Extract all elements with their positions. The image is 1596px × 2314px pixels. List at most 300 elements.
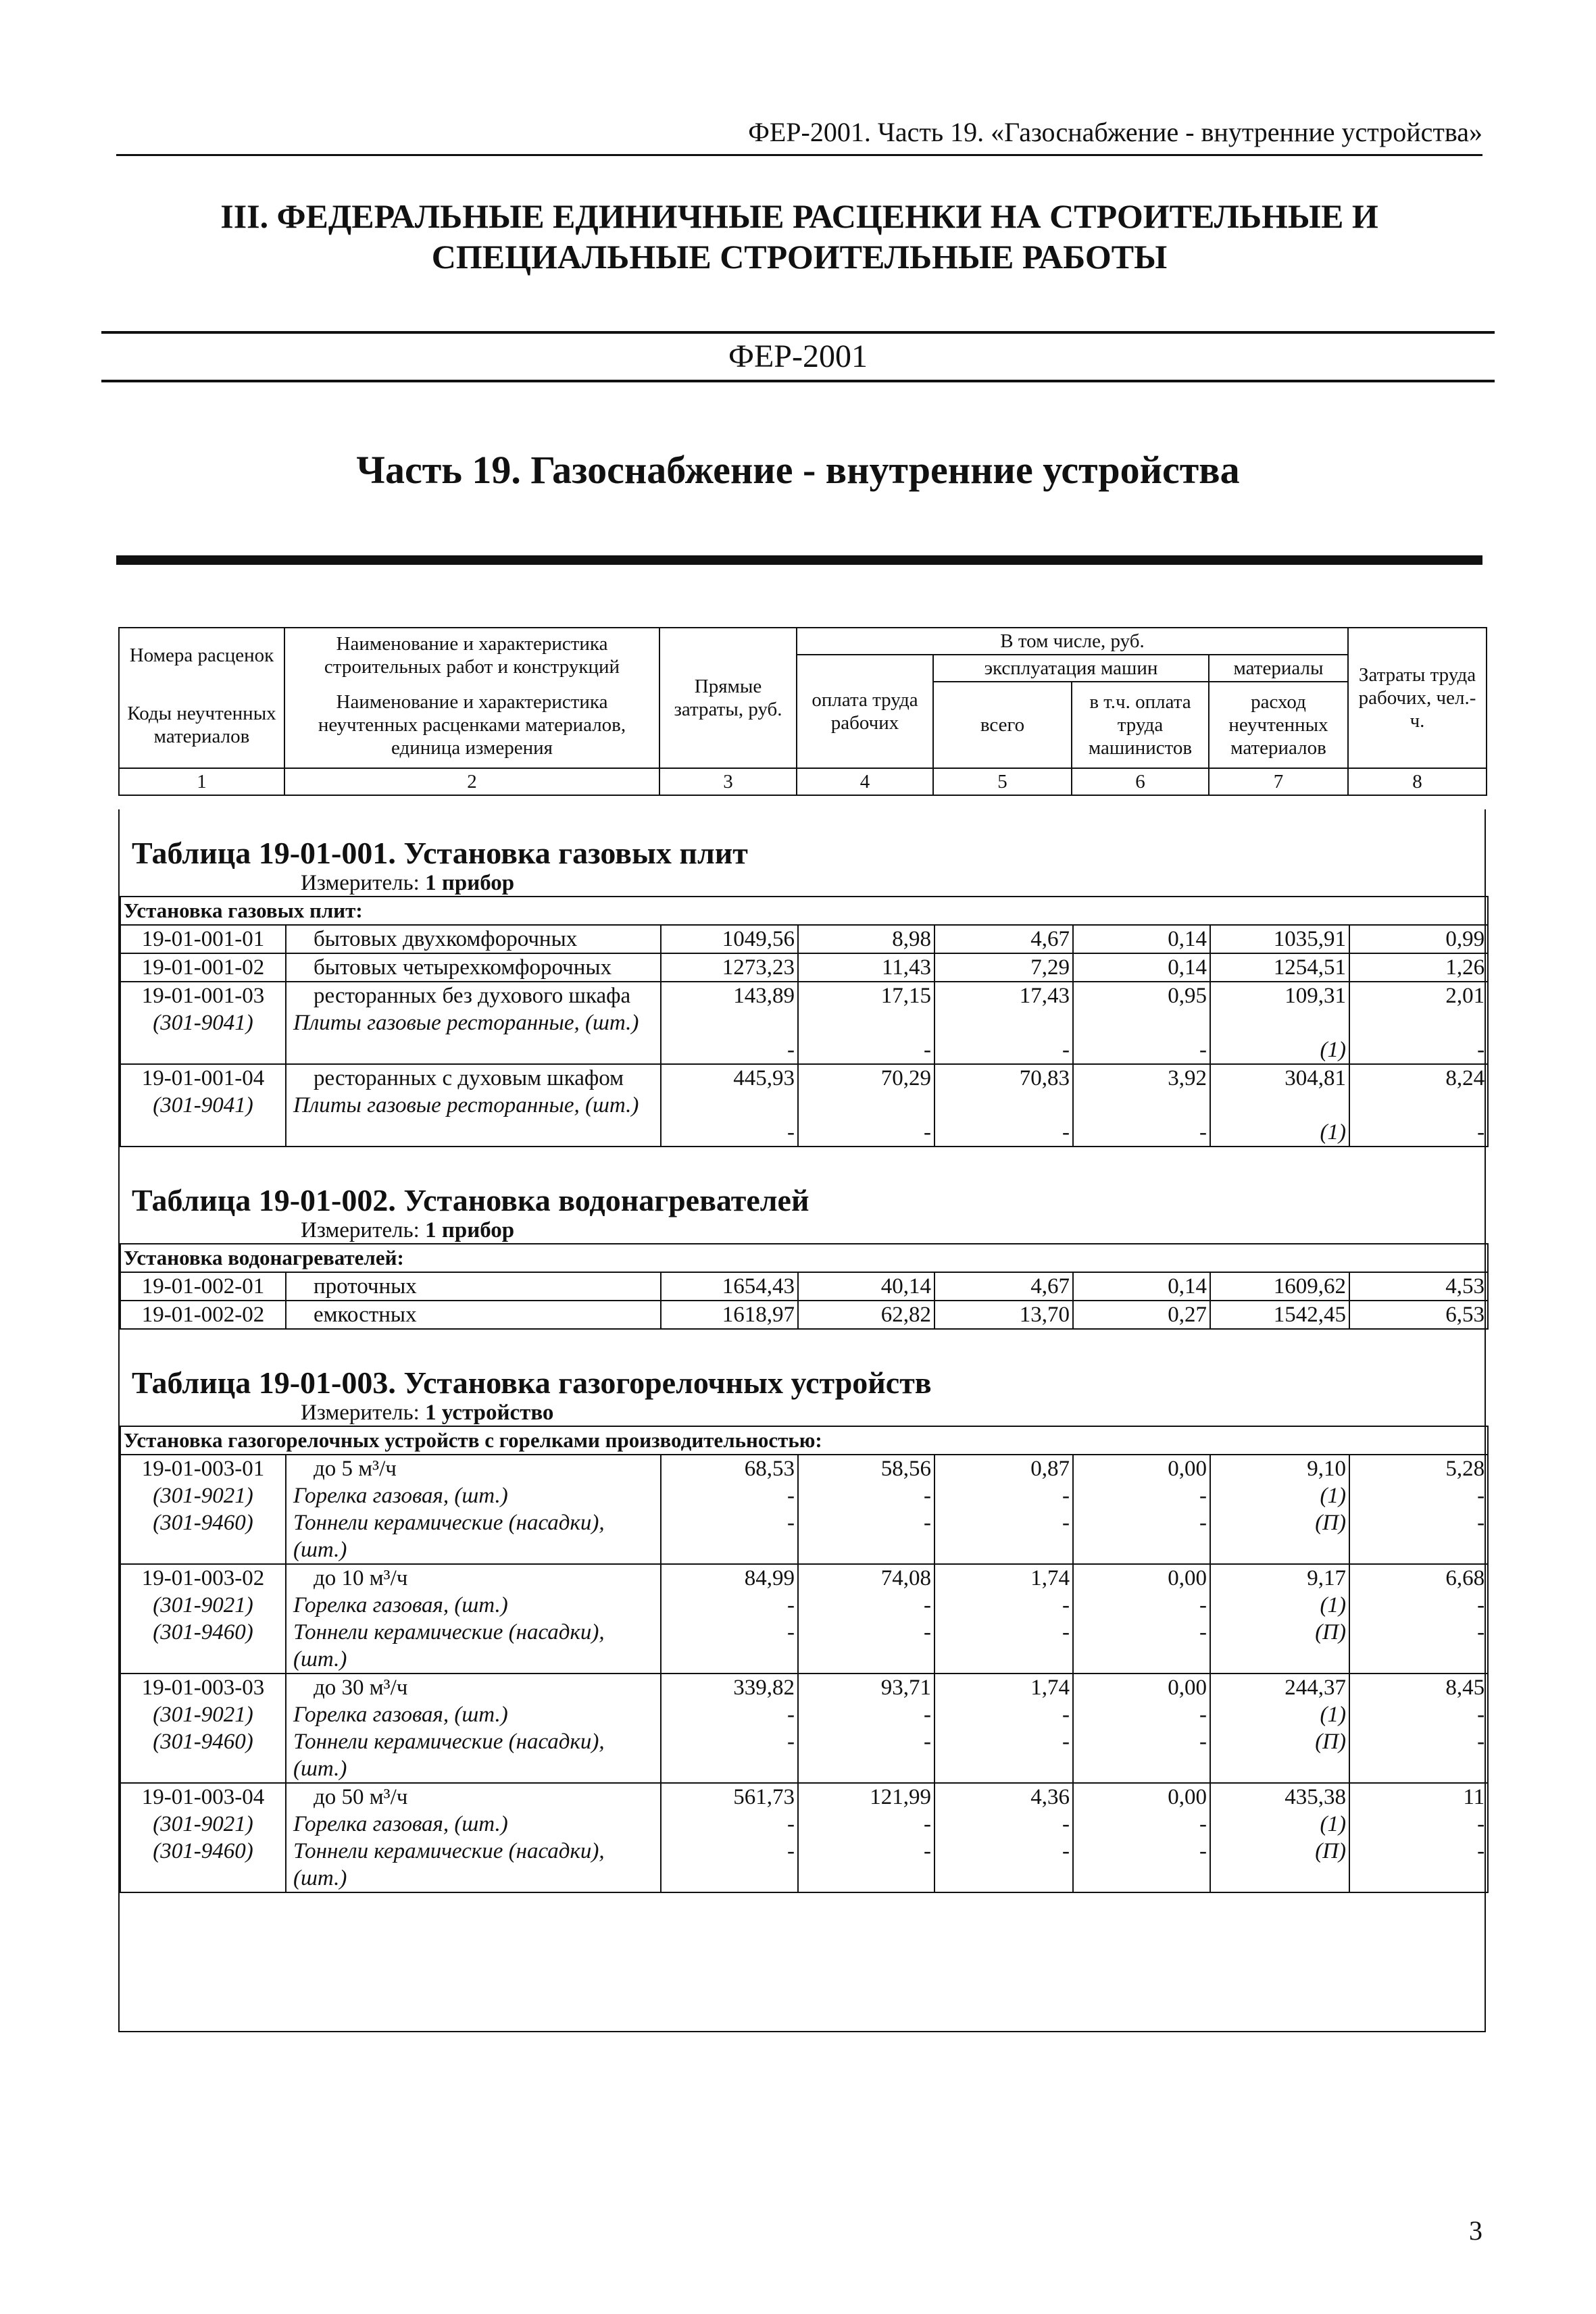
name-cell [286, 1064, 661, 1147]
row-value: - [1062, 1620, 1070, 1644]
value-cell-7 [1210, 1783, 1349, 1892]
header-num-4: 4 [797, 768, 933, 795]
row-value: 93,71 [880, 1676, 931, 1700]
row-name: Горелка газовая, (шт.) [293, 1484, 508, 1508]
row-code: (301-9460) [153, 1730, 253, 1754]
rate-group-row [120, 925, 1488, 953]
column-header-table [118, 627, 1487, 796]
value-cell-6 [1073, 953, 1210, 982]
row-value: - [924, 1120, 931, 1145]
header-col3: Прямые затраты, руб. [659, 628, 797, 768]
row-value: 5,28 [1445, 1457, 1485, 1481]
meter-label: Измеритель: [301, 1218, 420, 1242]
row-value: 0,14 [1168, 1274, 1207, 1299]
name-cell [286, 1301, 661, 1329]
row-value: 1254,51 [1273, 955, 1346, 980]
rate-tables [120, 809, 1487, 1893]
row-name: до 30 м³/ч [314, 1676, 408, 1700]
row-value: - [924, 1703, 931, 1727]
row-value: - [924, 1484, 931, 1508]
row-name: Тоннели керамические (насадки), (шт.) [293, 1730, 605, 1781]
row-value: 0,00 [1168, 1676, 1207, 1700]
row-value: - [1199, 1593, 1207, 1617]
row-value: 6,68 [1445, 1566, 1485, 1590]
row-value: (П) [1315, 1620, 1346, 1644]
rate-group-row [120, 1783, 1488, 1892]
value-cell-8 [1349, 1674, 1488, 1783]
row-value: 11,43 [881, 955, 931, 980]
row-name: до 5 м³/ч [314, 1457, 397, 1481]
row-value: 70,83 [1019, 1066, 1070, 1090]
row-value: (1) [1320, 1120, 1346, 1145]
header-col7: расход неучтенных материалов [1209, 682, 1348, 768]
row-value: 143,89 [733, 984, 795, 1008]
row-value: (1) [1320, 1593, 1346, 1617]
value-cell-3 [661, 1674, 798, 1783]
header-num-2: 2 [284, 768, 659, 795]
header-machines: эксплуатация машин [933, 655, 1209, 682]
running-head: ФЕР-2001. Часть 19. «Газоснабжение - внутренние устройства» [748, 117, 1482, 147]
row-code: 19-01-001-03 [141, 984, 265, 1008]
fer-label: ФЕР-2001 [728, 338, 868, 374]
row-value: (П) [1315, 1839, 1346, 1863]
value-cell-5 [934, 1301, 1073, 1329]
row-value: - [1199, 1511, 1207, 1535]
row-value: (1) [1320, 1484, 1346, 1508]
row-value: 3,92 [1168, 1066, 1207, 1090]
row-value: - [787, 1120, 795, 1145]
value-cell-3 [661, 1564, 798, 1674]
value-cell-4 [798, 982, 934, 1064]
row-value: - [924, 1511, 931, 1535]
row-value: 121,99 [870, 1785, 931, 1809]
row-code: 19-01-002-01 [141, 1274, 265, 1299]
row-value: 339,82 [733, 1676, 795, 1700]
value-cell-4 [798, 1783, 934, 1892]
row-name: бытовых четырехкомфорочных [314, 955, 612, 980]
row-code: 19-01-003-04 [141, 1785, 265, 1809]
name-cell [286, 1455, 661, 1564]
value-cell-7 [1210, 982, 1349, 1064]
value-cell-4 [798, 925, 934, 953]
header-col5: всего [933, 682, 1072, 768]
value-cell-8 [1349, 1272, 1488, 1301]
value-cell-7 [1210, 953, 1349, 982]
row-value: 4,67 [1030, 1274, 1070, 1299]
row-value: - [1199, 1620, 1207, 1644]
row-name: до 10 м³/ч [314, 1566, 408, 1590]
header-num-3: 3 [659, 768, 797, 795]
row-value: 1,74 [1030, 1676, 1070, 1700]
header-rule [116, 154, 1482, 156]
header-materials: материалы [1209, 655, 1348, 682]
value-cell-6 [1073, 1064, 1210, 1147]
value-cell-7 [1210, 1064, 1349, 1147]
row-value: 0,14 [1168, 955, 1207, 980]
table-title: Таблица 19-01-003. Установка газогорелочных устройств [132, 1365, 932, 1400]
row-value: (1) [1320, 1812, 1346, 1836]
row-value: 84,99 [744, 1566, 795, 1590]
value-cell-8 [1349, 1064, 1488, 1147]
row-value: 1618,97 [722, 1303, 795, 1327]
name-cell [286, 925, 661, 953]
value-cell-8 [1349, 1783, 1488, 1892]
row-value: 62,82 [880, 1303, 931, 1327]
value-cell-3 [661, 1272, 798, 1301]
row-value: 1654,43 [722, 1274, 795, 1299]
value-cell-6 [1073, 1564, 1210, 1674]
value-cell-5 [934, 1674, 1073, 1783]
row-value: 6,53 [1445, 1303, 1485, 1327]
row-value: 8,24 [1445, 1066, 1485, 1090]
row-name: Тоннели керамические (насадки), (шт.) [293, 1839, 605, 1890]
name-cell [286, 1674, 661, 1783]
row-value: 561,73 [733, 1785, 795, 1809]
row-value: - [1062, 1120, 1070, 1145]
code-cell [120, 953, 286, 982]
header-col2-bottom: Наименование и характеристика неучтенных расценками материалов, единица измерения [284, 682, 659, 768]
value-cell-8 [1349, 1455, 1488, 1564]
rate-group-row [120, 1455, 1488, 1564]
row-value: 0,00 [1168, 1457, 1207, 1481]
row-value: - [787, 1038, 795, 1062]
row-code: 19-01-001-01 [141, 927, 265, 951]
row-value: - [924, 1812, 931, 1836]
row-code: 19-01-001-02 [141, 955, 265, 980]
header-num-7: 7 [1209, 768, 1348, 795]
code-cell [120, 1272, 286, 1301]
row-value: 1,74 [1030, 1566, 1070, 1590]
header-col1-bottom: Коды неучтенных материалов [119, 682, 284, 768]
value-cell-5 [934, 925, 1073, 953]
rate-table [120, 1243, 1489, 1330]
row-value: 70,29 [880, 1066, 931, 1090]
code-cell [120, 1301, 286, 1329]
row-value: 1,26 [1445, 955, 1485, 980]
header-incl: В том числе, руб. [797, 628, 1348, 655]
fer-rule-top [101, 331, 1495, 334]
rate-table-section [120, 1365, 1487, 1893]
row-value: 1273,23 [722, 955, 795, 980]
row-code: 19-01-002-02 [141, 1303, 265, 1327]
value-cell-7 [1210, 1455, 1349, 1564]
value-cell-7 [1210, 1674, 1349, 1783]
header-col6: в т.ч. оплата труда машинистов [1072, 682, 1209, 768]
value-cell-4 [798, 1674, 934, 1783]
code-cell [120, 1064, 286, 1147]
row-code: (301-9021) [153, 1484, 253, 1508]
row-value: - [1199, 1839, 1207, 1863]
row-value: - [924, 1593, 931, 1617]
row-value: 11 [1463, 1785, 1485, 1809]
row-name: Горелка газовая, (шт.) [293, 1593, 508, 1617]
row-value: 4,36 [1030, 1785, 1070, 1809]
row-name: емкостных [314, 1303, 417, 1327]
rate-tables-frame [118, 809, 1486, 2032]
section-title [116, 196, 1482, 277]
row-value: 0,27 [1168, 1303, 1207, 1327]
row-value: 0,99 [1445, 927, 1485, 951]
row-value: 7,29 [1030, 955, 1070, 980]
row-code: (301-9041) [153, 1093, 253, 1117]
thick-divider [116, 555, 1482, 565]
row-value: 58,56 [880, 1457, 931, 1481]
row-value: - [787, 1839, 795, 1863]
row-value: - [1477, 1703, 1485, 1727]
value-cell-3 [661, 1455, 798, 1564]
value-cell-4 [798, 1272, 934, 1301]
rate-table [120, 1426, 1489, 1893]
row-name: Горелка газовая, (шт.) [293, 1703, 508, 1727]
value-cell-7 [1210, 1272, 1349, 1301]
row-value: (1) [1320, 1703, 1346, 1727]
rate-group-row [120, 1301, 1488, 1329]
row-value: - [1477, 1484, 1485, 1508]
row-value: (П) [1315, 1511, 1346, 1535]
meter-value: 1 устройство [425, 1401, 554, 1425]
value-cell-6 [1073, 982, 1210, 1064]
row-value: 4,53 [1445, 1274, 1485, 1299]
row-value: 4,67 [1030, 927, 1070, 951]
header-col2-top: Наименование и характеристика строительных работ и конструкций [284, 628, 659, 682]
value-cell-6 [1073, 1783, 1210, 1892]
header-num-1: 1 [119, 768, 284, 795]
row-value: - [1477, 1593, 1485, 1617]
rate-table-section [120, 835, 1487, 1147]
row-name: Горелка газовая, (шт.) [293, 1812, 508, 1836]
value-cell-5 [934, 982, 1073, 1064]
row-value: - [787, 1703, 795, 1727]
row-value: - [1199, 1120, 1207, 1145]
value-cell-5 [934, 1272, 1073, 1301]
row-value: 9,17 [1307, 1566, 1346, 1590]
name-cell [286, 982, 661, 1064]
table-title: Таблица 19-01-001. Установка газовых плит [132, 836, 748, 870]
row-value: 2,01 [1445, 984, 1485, 1008]
row-name: проточных [314, 1274, 417, 1299]
row-name: бытовых двухкомфорочных [314, 927, 578, 951]
row-value: - [1062, 1511, 1070, 1535]
section-title-line2: СПЕЦИАЛЬНЫЕ СТРОИТЕЛЬНЫЕ РАБОТЫ [431, 238, 1168, 276]
table-title: Таблица 19-01-002. Установка водонагревателей [132, 1183, 809, 1217]
row-value: 17,15 [880, 984, 931, 1008]
row-value: - [1062, 1038, 1070, 1062]
meter-value: 1 прибор [425, 1218, 515, 1242]
value-cell-6 [1073, 1301, 1210, 1329]
header-num-8: 8 [1348, 768, 1487, 795]
row-value: - [1477, 1120, 1485, 1145]
row-value: - [924, 1620, 931, 1644]
value-cell-6 [1073, 1272, 1210, 1301]
name-cell [286, 1783, 661, 1892]
row-value: 1609,62 [1273, 1274, 1346, 1299]
row-value: 1049,56 [722, 927, 795, 951]
value-cell-5 [934, 953, 1073, 982]
row-value: - [1199, 1484, 1207, 1508]
rate-group-row [120, 1564, 1488, 1674]
name-cell [286, 1272, 661, 1301]
row-name: Тоннели керамические (насадки), (шт.) [293, 1511, 605, 1562]
code-cell [120, 1564, 286, 1674]
value-cell-4 [798, 1301, 934, 1329]
row-value: - [1477, 1730, 1485, 1754]
row-value: 435,38 [1285, 1785, 1346, 1809]
row-value: - [1062, 1839, 1070, 1863]
row-value: - [787, 1484, 795, 1508]
value-cell-8 [1349, 925, 1488, 953]
row-name: Плиты газовые ресторанные, (шт.) [293, 1011, 639, 1035]
row-name: Плиты газовые ресторанные, (шт.) [293, 1093, 639, 1117]
row-value: 74,08 [880, 1566, 931, 1590]
value-cell-6 [1073, 1455, 1210, 1564]
row-value: - [1062, 1812, 1070, 1836]
meter-label: Измеритель: [301, 871, 420, 895]
value-cell-5 [934, 1064, 1073, 1147]
rate-table [120, 896, 1489, 1147]
header-col8: Затраты труда рабочих, чел.-ч. [1348, 628, 1487, 768]
row-value: - [1199, 1812, 1207, 1836]
row-value: - [924, 1730, 931, 1754]
header-num-6: 6 [1072, 768, 1209, 795]
rate-group-row [120, 1064, 1488, 1147]
meter-label: Измеритель: [301, 1401, 420, 1425]
row-value: - [1477, 1511, 1485, 1535]
value-cell-3 [661, 1783, 798, 1892]
value-cell-7 [1210, 925, 1349, 953]
rate-group-row [120, 1272, 1488, 1301]
row-code: (301-9460) [153, 1511, 253, 1535]
value-cell-3 [661, 1064, 798, 1147]
name-cell [286, 953, 661, 982]
row-value: 0,14 [1168, 927, 1207, 951]
row-value: - [1477, 1812, 1485, 1836]
value-cell-5 [934, 1783, 1073, 1892]
row-value: - [924, 1038, 931, 1062]
row-code: 19-01-003-03 [141, 1676, 265, 1700]
row-value: 17,43 [1019, 984, 1070, 1008]
value-cell-7 [1210, 1564, 1349, 1674]
page-number: 3 [1469, 2215, 1482, 2246]
part-title: Часть 19. Газоснабжение - внутренние устройства [356, 448, 1240, 492]
row-value: 40,14 [880, 1274, 931, 1299]
row-value: - [1062, 1484, 1070, 1508]
row-name: Тоннели керамические (насадки), (шт.) [293, 1620, 605, 1671]
value-cell-3 [661, 1301, 798, 1329]
rate-group-row [120, 1674, 1488, 1783]
value-cell-5 [934, 1564, 1073, 1674]
row-name: ресторанных без духового шкафа [314, 984, 631, 1008]
rate-group-row [120, 953, 1488, 982]
row-value: - [787, 1730, 795, 1754]
table-meter [120, 871, 1487, 896]
rate-table-section [120, 1182, 1487, 1330]
row-code: (301-9460) [153, 1839, 253, 1863]
row-value: - [787, 1620, 795, 1644]
code-cell [120, 1674, 286, 1783]
row-value: 68,53 [744, 1457, 795, 1481]
row-value: - [1199, 1038, 1207, 1062]
row-value: - [1062, 1730, 1070, 1754]
row-value: 8,45 [1445, 1676, 1485, 1700]
row-code: (301-9460) [153, 1620, 253, 1644]
row-value: (П) [1315, 1730, 1346, 1754]
value-cell-7 [1210, 1301, 1349, 1329]
code-cell [120, 982, 286, 1064]
row-value: 0,95 [1168, 984, 1207, 1008]
header-col4: оплата труда рабочих [797, 655, 933, 768]
table-meter [120, 1401, 1487, 1426]
row-value: 109,31 [1285, 984, 1346, 1008]
row-value: - [1477, 1839, 1485, 1863]
row-value: - [1199, 1730, 1207, 1754]
value-cell-8 [1349, 953, 1488, 982]
row-value: - [787, 1511, 795, 1535]
row-value: 0,00 [1168, 1566, 1207, 1590]
code-cell [120, 1783, 286, 1892]
value-cell-3 [661, 982, 798, 1064]
value-cell-3 [661, 953, 798, 982]
row-name: до 50 м³/ч [314, 1785, 408, 1809]
row-value: 1542,45 [1273, 1303, 1346, 1327]
value-cell-8 [1349, 1301, 1488, 1329]
table-subheading: Установка водонагревателей: [120, 1244, 1488, 1272]
table-subheading: Установка газовых плит: [120, 897, 1488, 925]
fer-rule-bottom [101, 380, 1495, 382]
row-code: (301-9021) [153, 1593, 253, 1617]
row-name: ресторанных с духовым шкафом [314, 1066, 624, 1090]
table-subheading: Установка газогорелочных устройств с горелками производительностью: [120, 1426, 1488, 1455]
name-cell [286, 1564, 661, 1674]
header-num-5: 5 [933, 768, 1072, 795]
value-cell-4 [798, 953, 934, 982]
value-cell-4 [798, 1064, 934, 1147]
value-cell-4 [798, 1564, 934, 1674]
section-title-line1: III. ФЕДЕРАЛЬНЫЕ ЕДИНИЧНЫЕ РАСЦЕНКИ НА СТРОИТЕЛЬНЫЕ И [220, 197, 1378, 235]
row-value: (1) [1320, 1038, 1346, 1062]
value-cell-5 [934, 1455, 1073, 1564]
row-value: 0,87 [1030, 1457, 1070, 1481]
header-col1-top: Номера расценок [119, 628, 284, 682]
rate-group-row [120, 982, 1488, 1064]
row-value: 1035,91 [1273, 927, 1346, 951]
code-cell [120, 925, 286, 953]
row-value: - [1062, 1703, 1070, 1727]
value-cell-6 [1073, 1674, 1210, 1783]
row-value: 304,81 [1285, 1066, 1346, 1090]
value-cell-4 [798, 1455, 934, 1564]
row-value: - [924, 1839, 931, 1863]
row-code: (301-9021) [153, 1812, 253, 1836]
row-value: - [1062, 1593, 1070, 1617]
row-code: (301-9041) [153, 1011, 253, 1035]
row-value: 8,98 [892, 927, 931, 951]
value-cell-6 [1073, 925, 1210, 953]
row-value: 9,10 [1307, 1457, 1346, 1481]
meter-value: 1 прибор [425, 871, 515, 895]
row-value: 0,00 [1168, 1785, 1207, 1809]
row-code: 19-01-003-02 [141, 1566, 265, 1590]
table-meter [120, 1218, 1487, 1243]
row-code: 19-01-003-01 [141, 1457, 265, 1481]
row-code: 19-01-001-04 [141, 1066, 265, 1090]
row-value: 244,37 [1285, 1676, 1346, 1700]
value-cell-8 [1349, 1564, 1488, 1674]
row-value: - [787, 1812, 795, 1836]
row-value: - [1199, 1703, 1207, 1727]
value-cell-3 [661, 925, 798, 953]
row-value: 445,93 [733, 1066, 795, 1090]
row-value: - [787, 1593, 795, 1617]
